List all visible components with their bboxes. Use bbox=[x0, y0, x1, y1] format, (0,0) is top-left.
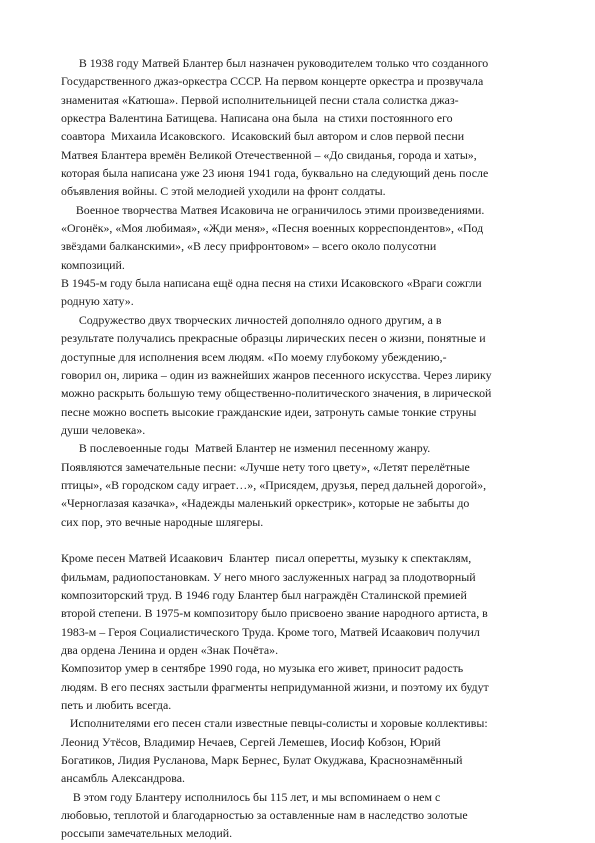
text-line: говорил он, лирика – один из важнейших жанров песенного искусства. Через лирику bbox=[61, 367, 492, 382]
paragraph-postwar bbox=[61, 439, 557, 531]
text-line: доступные для исполнения всем людям. «По моему глубокому убеждению,- bbox=[61, 349, 447, 364]
paragraph-awards bbox=[61, 549, 557, 659]
text-line: Государственного джаз-оркестра СССР. На первом концерте оркестра и прозвучала bbox=[61, 74, 484, 89]
text-line: В 1945-м году была написана ещё одна песня на стихи Исаковского «Враги сожгли bbox=[61, 276, 482, 291]
text-line: можно раскрыть большую тему общественно-политического значения, в лирической bbox=[61, 386, 492, 401]
paragraph-1945 bbox=[61, 274, 557, 311]
text-line: В послевоенные годы Матвей Блантер не изменил песенному жанру. bbox=[61, 441, 431, 456]
text-line: песне можно воспеть высокие гражданские идеи, затронуть самые тонкие струны bbox=[61, 404, 477, 419]
text-line: петь и любить всегда. bbox=[61, 698, 172, 713]
paragraph-death bbox=[61, 659, 557, 714]
text-line: души человека». bbox=[61, 422, 146, 437]
text-line: композиций. bbox=[61, 257, 125, 272]
text-line: родную хату». bbox=[61, 294, 134, 309]
blank-line bbox=[61, 531, 557, 549]
paragraph-performers bbox=[61, 714, 557, 787]
paragraph-katyusha bbox=[61, 54, 557, 201]
text-line: Композитор умер в сентябре 1990 года, но музыка его живет, приносит радость bbox=[61, 661, 464, 676]
text-line: композиторский труд. В 1946 году Блантер был награждён Сталинской премией bbox=[61, 587, 467, 602]
text-line: Появляются замечательные песни: «Лучше нету того цвету», «Летят перелётные bbox=[61, 459, 470, 474]
paragraph-lyrics bbox=[61, 311, 557, 439]
text-line: второй степени. В 1975-м композитору было присвоено звание народного артиста, в bbox=[61, 606, 488, 621]
text-line: оркестра Валентина Батищева. Написана она была на стихи постоянного его bbox=[61, 111, 453, 126]
text-line: Содружество двух творческих личностей дополняло одного другим, а в bbox=[61, 312, 442, 327]
document-body bbox=[61, 54, 557, 843]
text-line: два ордена Ленина и орден «Знак Почёта». bbox=[61, 643, 279, 657]
text-line: Матвея Блантера времён Великой Отечественной – «До свиданья, города и хаты», bbox=[61, 147, 477, 162]
text-line: «Черноглазая казачка», «Надежды маленький оркестрик», которые не забыты до bbox=[61, 496, 470, 511]
text-line: которая была написана уже 23 июня 1941 года, буквально на следующий день после bbox=[61, 166, 489, 181]
text-line: Леонид Утёсов, Владимир Нечаев, Сергей Лемешев, Иосиф Кобзон, Юрий bbox=[61, 734, 441, 749]
paragraph-war-songs bbox=[61, 201, 557, 274]
text-line: россыпи замечательных мелодий. bbox=[61, 826, 233, 841]
text-line: Исполнителями его песен стали известные певцы-солисты и хоровые коллективы: bbox=[61, 716, 488, 731]
text-line: соавтора Михаила Исаковского. Исаковский был автором и слов первой песни bbox=[61, 129, 465, 144]
text-line: В 1938 году Матвей Блантер был назначен руководителем только что созданного bbox=[61, 56, 489, 70]
text-line: В этом году Блантеру исполнилось бы 115 лет, и мы вспоминаем о нем с bbox=[61, 789, 441, 804]
text-line: результате получались прекрасные образцы лирических песен о жизни, понятные и bbox=[61, 331, 486, 346]
paragraph-anniversary bbox=[61, 788, 557, 843]
text-line: сих пор, это вечные народные шлягеры. bbox=[61, 514, 264, 529]
text-line: ансамбль Александрова. bbox=[61, 771, 185, 786]
text-line: объявления войны. С этой мелодией уходили на фронт солдаты. bbox=[61, 184, 386, 199]
text-line: Военное творчества Матвея Исаковича не ограничилось этими произведениями. bbox=[61, 202, 485, 217]
text-line: любовью, теплотой и благодарностью за оставленные нам в наследство золотые bbox=[61, 808, 468, 823]
text-line: фильмам, радиопостановкам. У него много заслуженных наград за плодотворный bbox=[61, 569, 476, 584]
text-line: птицы», «В городском саду играет…», «Присядем, друзья, перед дальней дорогой», bbox=[61, 477, 487, 492]
text-line: «Огонёк», «Моя любимая», «Жди меня», «Песня военных корреспондентов», «Под bbox=[61, 221, 484, 236]
text-line: 1983-м – Героя Социалистического Труда. Кроме того, Матвей Исаакович получил bbox=[61, 624, 480, 639]
text-line: знаменитая «Катюша». Первой исполнительницей песни стала солистка джаз- bbox=[61, 92, 459, 107]
text-line: Богатиков, Лидия Русланова, Марк Бернес, Булат Окуджава, Краснознамённый bbox=[61, 753, 463, 768]
text-line: людям. В его песнях застыли фрагменты непридуманной жизни, и поэтому их будут bbox=[61, 679, 489, 694]
text-line: звёздами балканскими», «В лесу прифронтовом» – всего около полусотни bbox=[61, 239, 437, 254]
text-line: Кроме песен Матвей Исаакович Блантер писал оперетты, музыку к спектаклям, bbox=[61, 551, 472, 566]
